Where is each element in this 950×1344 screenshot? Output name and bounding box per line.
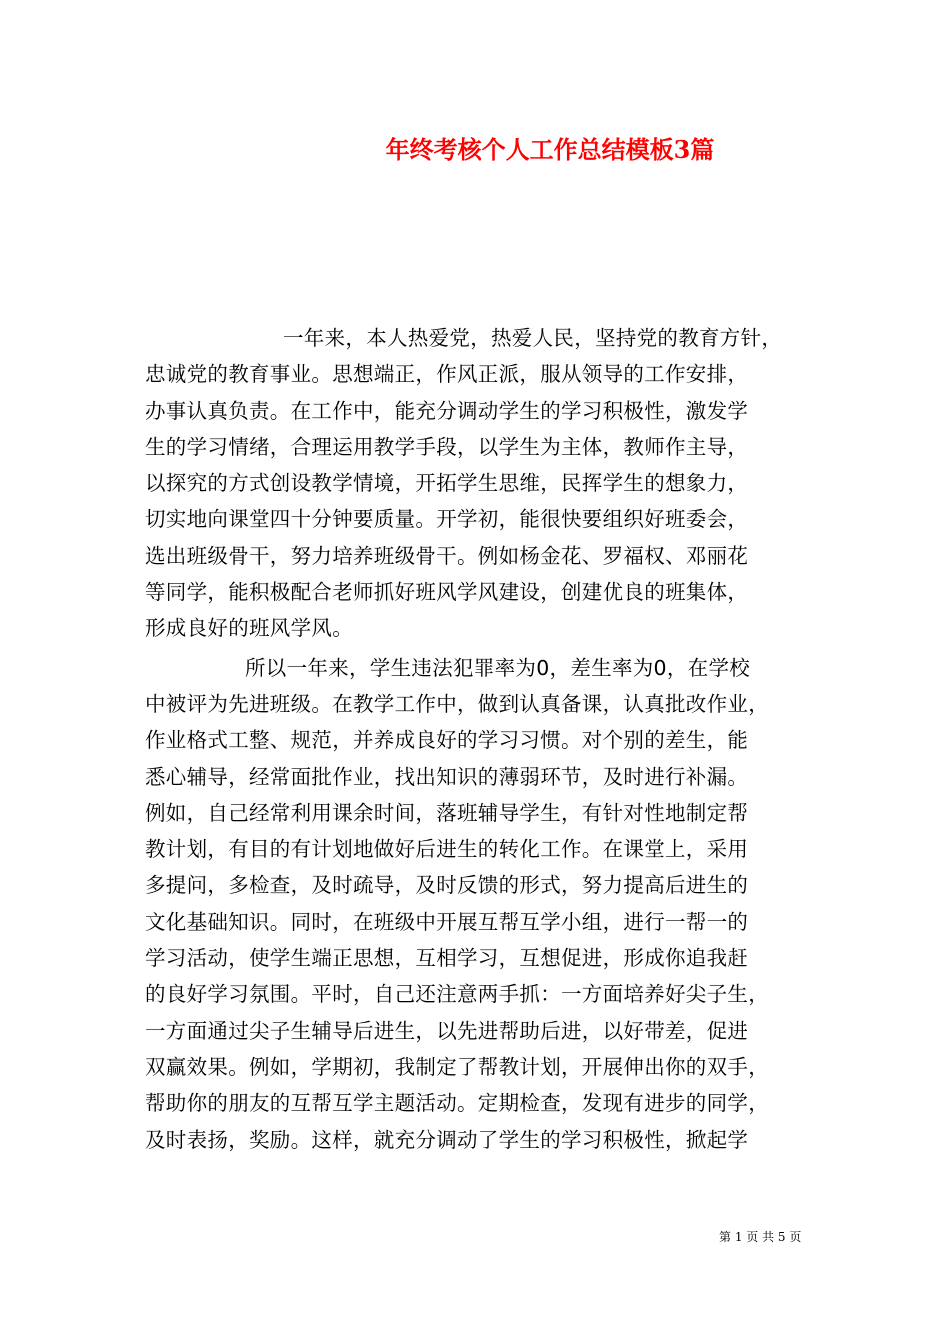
paragraph-line: 生的学习情绪，合理运用教学手段，以学生为主体，教师作主导， [145,434,749,459]
paragraph-line: 例如，自己经常利用课余时间，落班辅导学生，有针对性地制定帮 [145,800,749,825]
paragraph-2 [145,650,813,1158]
paragraph-line: 中被评为先进班级。在教学工作中，做到认真备课，认真批改作业， [145,691,769,716]
paragraph-line: 一年来，本人热爱党，热爱人民，坚持党的教育方针， [283,326,783,350]
paragraph-line: 多提问，多检查，及时疏导，及时反馈的形式，努力提高后进生的 [145,873,749,898]
paragraph-line: 等同学，能积极配合老师抓好班风学风建设，创建优良的班集体， [145,580,749,605]
paragraph-line: 切实地向课堂四十分钟要质量。开学初，能很快要组织好班委会， [145,507,749,532]
paragraph-line: 文化基础知识。同时，在班级中开展互帮互学小组，进行一帮一的 [145,909,749,934]
paragraph-line: 及时表扬，奖励。这样，就充分调动了学生的学习积极性，掀起学 [145,1127,749,1152]
paragraph-line: 双赢效果。例如，学期初，我制定了帮教计划，开展伸出你的双手， [145,1054,769,1079]
paragraph-line: 形成良好的班风学风。 [145,616,353,641]
page-footer: 第 1 页 共 5 页 [719,1230,802,1244]
paragraph-line: 的良好学习氛围。平时，自己还注意两手抓：一方面培养好尖子生， [145,982,769,1007]
paragraph-line: 帮助你的朋友的互帮互学主题活动。定期检查，发现有进步的同学， [145,1091,769,1116]
document-title: 年终考核个人工作总结模板3篇 [385,135,715,164]
paragraph-line: 教计划，有目的有计划地做好后进生的转化工作。在课堂上，采用 [145,837,749,862]
paragraph-line: 学习活动，使学生端正思想，互相学习，互想促进，形成你追我赶 [145,946,749,971]
paragraph-line: 忠诚党的教育事业。思想端正，作风正派，服从领导的工作安排， [145,362,749,387]
paragraph-line: 以探究的方式创设教学情境，开拓学生思维，民挥学生的想象力， [145,471,749,496]
paragraph-line: 作业格式工整、规范，并养成良好的学习习惯。对个别的差生，能 [145,728,749,753]
paragraph-line: 选出班级骨干，努力培养班级骨干。例如杨金花、罗福权、邓丽花 [145,543,749,568]
document-body [145,320,813,1158]
paragraph-line: 办事认真负责。在工作中，能充分调动学生的学习积极性，激发学 [145,398,749,423]
paragraph-line: 悉心辅导，经常面批作业，找出知识的薄弱环节，及时进行补漏。 [145,764,749,789]
paragraph-1 [145,320,813,647]
paragraph-line: 所以一年来，学生违法犯罪率为0，差生率为0，在学校 [245,655,751,680]
paragraph-line: 一方面通过尖子生辅导后进生，以先进帮助后进，以好带差，促进 [145,1018,749,1043]
